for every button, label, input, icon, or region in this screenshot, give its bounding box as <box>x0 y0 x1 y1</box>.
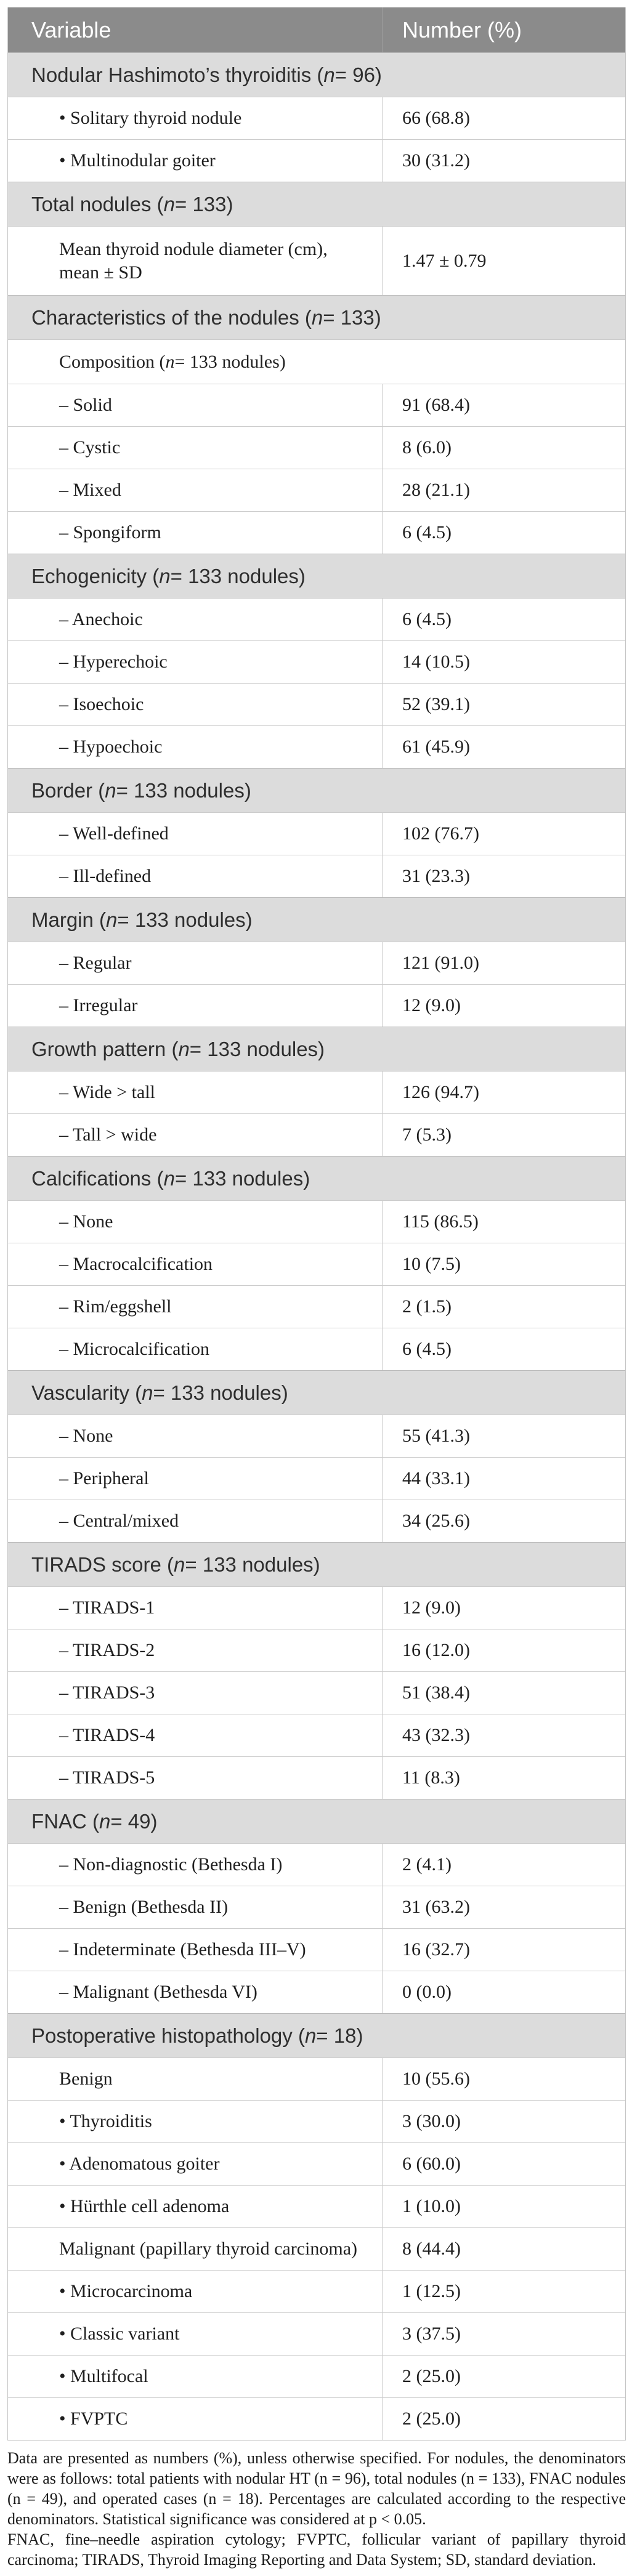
variable-cell: – Mixed <box>59 480 121 501</box>
table-row <box>8 855 625 897</box>
table-row <box>8 511 625 554</box>
variable-cell: – Regular <box>59 953 132 974</box>
table-footnote <box>7 2448 626 2574</box>
variable-cell: – Irregular <box>59 995 138 1016</box>
table-row <box>8 1113 625 1156</box>
table-row <box>8 1243 625 1285</box>
section-label-part: = 133) <box>175 192 233 216</box>
section-label-part: Growth pattern ( <box>31 1037 179 1060</box>
section-label-part: Border ( <box>31 778 105 802</box>
value-cell: 126 (94.7) <box>382 1072 625 1113</box>
value-cell: 51 (38.4) <box>382 1672 625 1714</box>
value-cell: 3 (37.5) <box>382 2313 625 2355</box>
table-row <box>8 2100 625 2142</box>
variable-cell: – Indeterminate (Bethesda III–V) <box>59 1939 306 1960</box>
table-row <box>8 1756 625 1799</box>
value-cell: 2 (25.0) <box>382 2398 625 2440</box>
variable-cell: – Solid <box>59 395 112 416</box>
variable-cell: – Isoechoic <box>59 694 144 715</box>
value-cell: 6 (4.5) <box>382 512 625 554</box>
table-row <box>8 1200 625 1243</box>
section-label-part: Calcifications ( <box>31 1166 164 1190</box>
variable-cell: • Thyroiditis <box>59 2111 152 2132</box>
table-row <box>8 683 625 725</box>
value-cell: 2 (1.5) <box>382 1286 625 1328</box>
value-cell: 6 (4.5) <box>382 599 625 640</box>
value-cell: 3 (30.0) <box>382 2101 625 2142</box>
table-row <box>8 1586 625 1629</box>
section-label-part: Margin ( <box>31 908 107 931</box>
table-row <box>8 1671 625 1714</box>
variable-cell: – Ill-defined <box>59 866 152 887</box>
variable-cell: • Microcarcinoma <box>59 2281 193 2302</box>
table-row <box>8 1714 625 1756</box>
table-row <box>8 2227 625 2270</box>
section-header-row <box>8 1027 625 1071</box>
table-row <box>8 984 625 1027</box>
table-row <box>8 598 625 640</box>
table-row <box>8 426 625 469</box>
value-cell: 0 (0.0) <box>382 1971 625 2013</box>
variable-cell: Malignant (papillary thyroid carcinoma) <box>59 2239 357 2259</box>
value-cell: 6 (60.0) <box>382 2143 625 2185</box>
table-row <box>8 469 625 511</box>
variable-cell: – Peripheral <box>59 1468 149 1489</box>
value-cell: 28 (21.1) <box>382 469 625 511</box>
value-cell: 1 (12.5) <box>382 2271 625 2312</box>
section-label-part: TIRADS score ( <box>31 1552 174 1576</box>
section-label-part: Composition ( <box>59 351 166 372</box>
footnote-paragraph-1: Data are presented as numbers (%), unless otherwise specified. For nodules, the denominators were as follows: total patients with nodular HT (n = 96), total nodules (n = 133), FNAC nodules (n = 49), and operated cases (n = 18). Percentages are calculated according to the respective denominators. Statistical significance was considered at p < 0.05. <box>7 2449 626 2528</box>
section-label-part: n <box>178 1037 190 1060</box>
section-label-part: Vascularity ( <box>31 1381 142 1404</box>
section-label-part: n <box>105 778 116 802</box>
section-label-part: n <box>163 1166 175 1190</box>
section-label-part: n <box>163 192 175 216</box>
section-header-row <box>8 1370 625 1415</box>
table-row <box>8 1500 625 1542</box>
section-label-part: n <box>99 1809 111 1833</box>
variable-cell: • Hürthle cell adenoma <box>59 2196 230 2217</box>
variable-cell: – TIRADS-2 <box>59 1640 155 1661</box>
variable-cell: Benign <box>59 2069 113 2089</box>
section-label-part: Nodular Hashimoto’s thyroiditis ( <box>31 63 324 86</box>
table-row <box>8 1971 625 2013</box>
value-cell: 7 (5.3) <box>382 1114 625 1156</box>
table-row <box>8 1071 625 1113</box>
section-label-part: = 133 nodules) <box>116 778 251 802</box>
variable-cell: – Well-defined <box>59 823 169 844</box>
table-row <box>8 1457 625 1500</box>
footnote-paragraph-2: FNAC, fine–needle aspiration cytology; FVPTC, follicular variant of papillary thyroid carcinoma; TIRADS, Thyroid Imaging Reporting and Data System; SD, standard deviation. <box>7 2530 626 2569</box>
section-label-part: Echogenicity ( <box>31 564 160 587</box>
table-row <box>8 1928 625 1971</box>
variable-cell: – Spongiform <box>59 522 161 543</box>
variable-cell: – TIRADS-4 <box>59 1725 155 1746</box>
section-label-part: n <box>142 1381 153 1404</box>
value-cell: 16 (32.7) <box>382 1929 625 1971</box>
variable-cell: – Hyperechoic <box>59 652 168 672</box>
variable-cell: – Hypoechoic <box>59 737 163 757</box>
table-row <box>8 2312 625 2355</box>
value-cell: 8 (44.4) <box>382 2228 625 2270</box>
section-label-part: = 133 nodules) <box>117 908 253 931</box>
section-label-part: n <box>174 1552 185 1576</box>
table-row <box>8 2142 625 2185</box>
value-cell: 31 (23.3) <box>382 855 625 897</box>
table-row <box>8 1886 625 1928</box>
section-header-row <box>8 2013 625 2057</box>
table-row <box>8 1629 625 1671</box>
variable-cell: – TIRADS-5 <box>59 1767 155 1788</box>
section-label-part: n <box>311 305 323 329</box>
section-header-row <box>8 295 625 339</box>
section-label-part: = 49) <box>110 1809 158 1833</box>
value-cell: 61 (45.9) <box>382 726 625 768</box>
variable-cell: – Malignant (Bethesda VI) <box>59 1982 257 2003</box>
table-row <box>8 226 625 295</box>
variable-cell: • Solitary thyroid nodule <box>59 108 242 129</box>
variable-cell: – Rim/eggshell <box>59 1296 172 1317</box>
section-label-part: = 18) <box>316 2024 363 2047</box>
value-cell: 44 (33.1) <box>382 1458 625 1500</box>
variable-cell: • Adenomatous goiter <box>59 2154 220 2174</box>
section-label-part: = 133 nodules) <box>153 1381 288 1404</box>
table-row <box>8 2270 625 2312</box>
section-label-part: = 133 nodules) <box>185 1552 320 1576</box>
value-cell: 2 (4.1) <box>382 1844 625 1886</box>
section-label-part: = 133 nodules) <box>174 1166 310 1190</box>
section-header-row <box>8 182 625 226</box>
value-cell: 43 (32.3) <box>382 1714 625 1756</box>
value-cell: 121 (91.0) <box>382 942 625 984</box>
section-label-part: = 133) <box>323 305 381 329</box>
variable-cell: – Benign (Bethesda II) <box>59 1897 229 1918</box>
value-cell: 11 (8.3) <box>382 1757 625 1799</box>
value-cell: 2 (25.0) <box>382 2356 625 2397</box>
table-header-row <box>8 7 625 52</box>
section-label-part: Characteristics of the nodules ( <box>31 305 312 329</box>
section-label-part: Postoperative histopathology ( <box>31 2024 305 2047</box>
value-cell: 12 (9.0) <box>382 985 625 1027</box>
variable-cell: – None <box>59 1211 113 1232</box>
section-header-row <box>8 768 625 812</box>
value-cell: 10 (7.5) <box>382 1243 625 1285</box>
value-cell: 1 (10.0) <box>382 2186 625 2227</box>
table-row <box>8 384 625 426</box>
variable-cell: Mean thyroid nodule diameter (cm), mean ± SD <box>59 239 328 283</box>
variable-cell: – Non-diagnostic (Bethesda I) <box>59 1854 283 1875</box>
table-row <box>8 139 625 182</box>
value-cell: 31 (63.2) <box>382 1886 625 1928</box>
section-header-row <box>8 1799 625 1843</box>
variable-cell: – None <box>59 1426 113 1447</box>
variable-cell: – Anechoic <box>59 609 143 630</box>
table <box>7 7 626 2441</box>
variable-cell: – Microcalcification <box>59 1339 210 1360</box>
table-row <box>8 2185 625 2227</box>
value-cell: 102 (76.7) <box>382 813 625 855</box>
variable-cell: • FVPTC <box>59 2408 128 2429</box>
table-body <box>8 52 625 2440</box>
variable-cell: – Cystic <box>59 437 121 458</box>
section-label-part: n <box>159 564 171 587</box>
section-label-part: n <box>323 63 335 86</box>
value-cell: 14 (10.5) <box>382 641 625 683</box>
variable-cell: – TIRADS-3 <box>59 1682 155 1703</box>
section-label-part: Total nodules ( <box>31 192 164 216</box>
section-header-row <box>8 52 625 97</box>
value-cell: 8 (6.0) <box>382 427 625 469</box>
value-cell: 34 (25.6) <box>382 1500 625 1542</box>
section-header-row <box>8 554 625 598</box>
value-cell: 10 (55.6) <box>382 2058 625 2100</box>
section-header-row <box>8 1156 625 1200</box>
section-header-row <box>8 1542 625 1586</box>
section-label-part: = 133 nodules) <box>170 564 306 587</box>
value-cell: 55 (41.3) <box>382 1415 625 1457</box>
variable-cell: – Macrocalcification <box>59 1254 213 1275</box>
section-header-row <box>8 897 625 942</box>
section-label-part: FNAC ( <box>31 1809 99 1833</box>
section-label-part: = 96) <box>334 63 382 86</box>
value-cell: 91 (68.4) <box>382 384 625 426</box>
value-cell: 30 (31.2) <box>382 140 625 182</box>
table-row <box>8 2057 625 2100</box>
header-variable: Variable <box>31 17 111 42</box>
value-cell: 115 (86.5) <box>382 1201 625 1243</box>
table-row <box>8 640 625 683</box>
table-row <box>8 942 625 984</box>
table-row <box>8 812 625 855</box>
subheader-row <box>8 339 625 384</box>
variable-cell: – Wide > tall <box>59 1082 155 1103</box>
variable-cell: • Classic variant <box>59 2324 180 2344</box>
value-cell: 16 (12.0) <box>382 1629 625 1671</box>
table-row <box>8 725 625 768</box>
variable-cell: • Multifocal <box>59 2366 148 2387</box>
table-row <box>8 97 625 139</box>
value-cell: 6 (4.5) <box>382 1328 625 1370</box>
table-row <box>8 1328 625 1370</box>
value-cell: 66 (68.8) <box>382 97 625 139</box>
table-row <box>8 1285 625 1328</box>
section-label-part: = 133 nodules) <box>174 351 286 372</box>
value-cell: 1.47 ± 0.79 <box>382 227 625 295</box>
section-label-part: n <box>165 351 175 372</box>
table-row <box>8 1415 625 1457</box>
section-label-part: = 133 nodules) <box>189 1037 325 1060</box>
variable-cell: – TIRADS-1 <box>59 1597 155 1618</box>
value-cell: 52 (39.1) <box>382 684 625 725</box>
table-row <box>8 1843 625 1886</box>
table-row <box>8 2397 625 2440</box>
variable-cell: – Central/mixed <box>59 1511 179 1532</box>
value-cell: 12 (9.0) <box>382 1587 625 1629</box>
table-row <box>8 2355 625 2397</box>
variable-cell: • Multinodular goiter <box>59 150 216 171</box>
header-number: Number (%) <box>382 7 625 52</box>
section-label-part: n <box>304 2024 317 2047</box>
section-label-part: n <box>106 908 118 931</box>
variable-cell: – Tall > wide <box>59 1124 157 1145</box>
